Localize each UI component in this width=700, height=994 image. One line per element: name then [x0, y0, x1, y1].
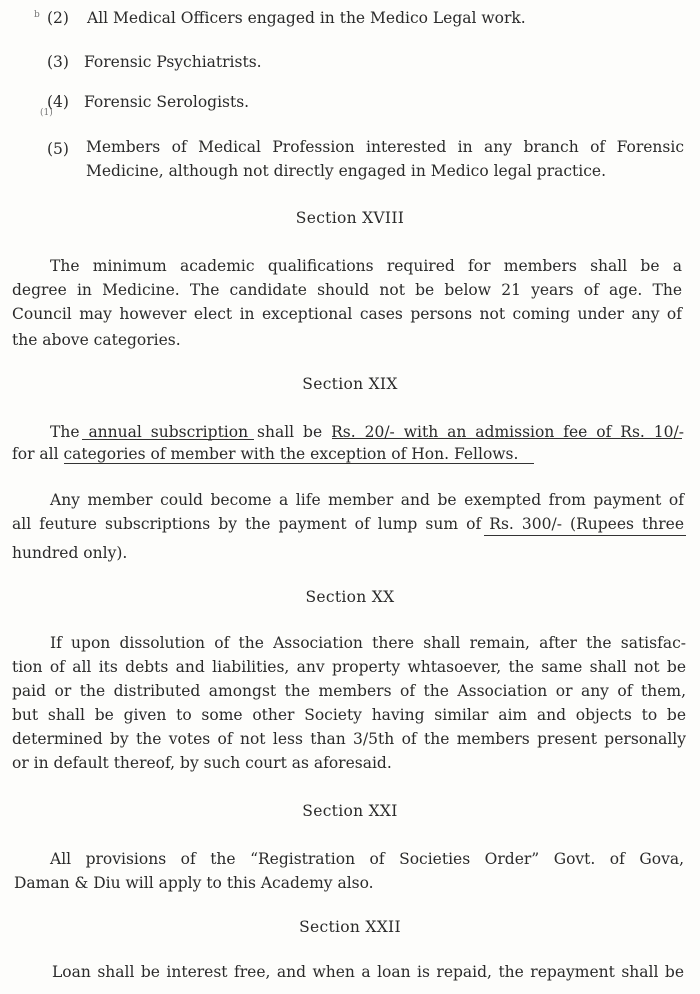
paragraph-line: All provisions of the “Registration of Societies Order” Govt. of Gova,	[50, 850, 684, 868]
section-heading: Section XXII	[299, 918, 401, 936]
section-heading: Section XXI	[302, 802, 398, 820]
section-heading: Section XX	[305, 588, 395, 606]
paragraph-line: but shall be given to some other Society having similar aim and objects to be	[12, 706, 686, 724]
paragraph-line: Loan shall be interest free, and when a loan is repaid, the repayment shall be	[52, 963, 684, 981]
list-number: (5)	[47, 140, 69, 158]
list-number: (2)	[47, 9, 69, 27]
paragraph-line: If upon dissolution of the Association there shall remain, after the satisfac-	[50, 634, 686, 652]
pen-underline	[484, 535, 686, 536]
pen-underline	[64, 463, 534, 464]
section-heading: Section XIX	[302, 375, 398, 393]
pen-underline	[82, 439, 254, 440]
section-heading: Section XVIII	[295, 209, 405, 227]
list-number: (3)	[47, 53, 69, 71]
paragraph-line: Daman & Diu will apply to this Academy also.	[14, 874, 374, 892]
paragraph-line: hundred only).	[12, 544, 128, 562]
list-item-text: Forensic Serologists.	[84, 93, 250, 111]
paragraph-line: or in default thereof, by such court as aforesaid.	[12, 754, 392, 772]
paragraph-line: for all categories of member with the exception of Hon. Fellows.	[12, 445, 519, 463]
list-item-text: Medicine, although not directly engaged in Medico legal practice.	[86, 162, 606, 180]
list-item-text: Members of Medical Profession interested in any branch of Forensic	[86, 138, 684, 156]
paragraph-line: determined by the votes of not less than 3/5th of the members present personally	[12, 730, 686, 748]
list-number: (4)	[47, 93, 69, 111]
pen-underline	[332, 438, 682, 439]
paragraph-line: degree in Medicine. The candidate should not be below 21 years of age. The	[12, 281, 682, 299]
paragraph-line: the above categories.	[12, 331, 181, 349]
paragraph-line: paid or the distributed amongst the members of the Association or any of them,	[12, 682, 686, 700]
paragraph-line: tion of all its debts and liabilities, anv property whtasoever, the same shall not be	[12, 658, 686, 676]
paragraph-line: Any member could become a life member and be exempted from payment of	[50, 491, 684, 509]
paragraph-line: all feuture subscriptions by the payment of lump sum of Rs. 300/- (Rupees three	[12, 515, 684, 533]
paragraph-line: Council may however elect in exceptional cases persons not coming under any of	[12, 305, 682, 323]
paragraph-line: The minimum academic qualifications required for members shall be a	[50, 257, 682, 275]
scan-mark: (1)	[40, 108, 53, 118]
paragraph-line: The annual subscription shall be Rs. 20/- with an admission fee of Rs. 10/-	[50, 423, 684, 441]
scan-mark: b	[34, 10, 40, 20]
list-item-text: All Medical Officers engaged in the Medico Legal work.	[87, 9, 526, 27]
list-item-text: Forensic Psychiatrists.	[84, 53, 262, 71]
